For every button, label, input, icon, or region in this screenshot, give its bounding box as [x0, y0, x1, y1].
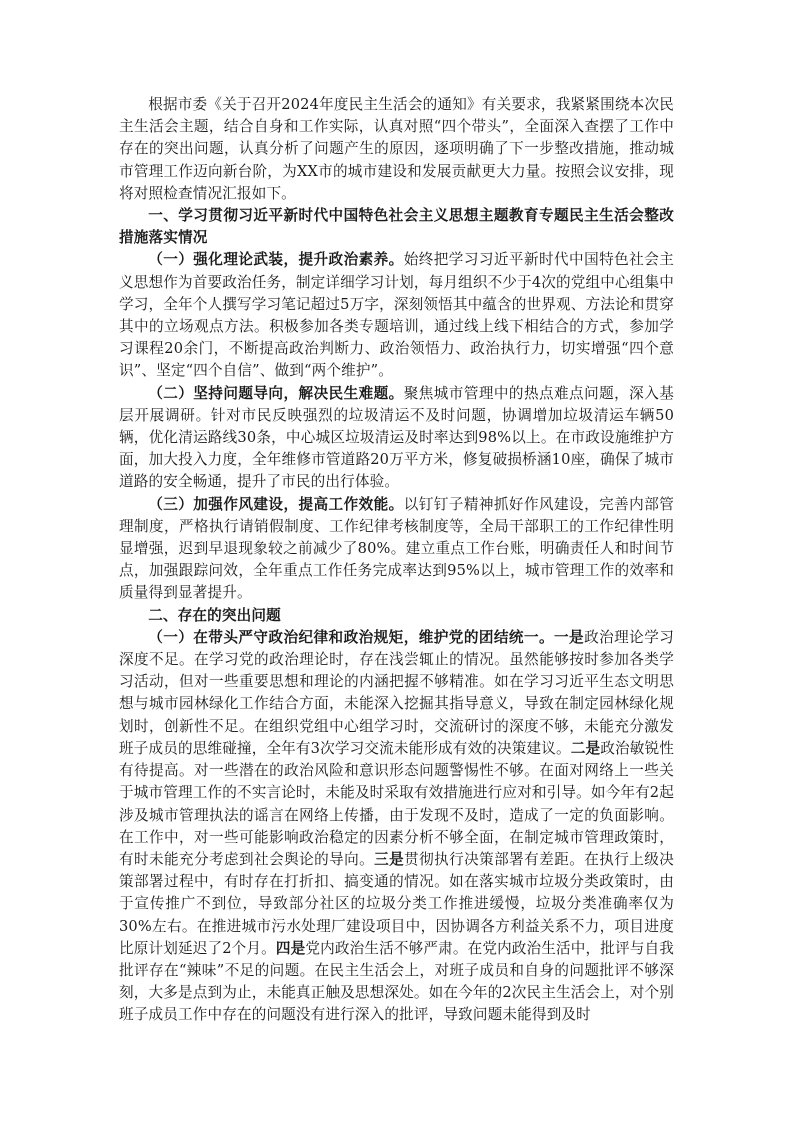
point-text: 贯彻执行决策部署有差距。在执行上级决策部署过程中，有时存在打折扣、搞变通的情况。如在落实城市垃圾分类政策时，由于宣传推广不到位，导致部分社区的垃圾分类工作推进缓慢，垃圾分类准确率仅为30%左右。在推进城市污水处理厂建设项目中，因协调各方利益关系不力，项目进度比原计划延迟了2个月。: [119, 850, 674, 957]
section-1-item-3: [119, 494, 674, 605]
point-label: 三是: [374, 850, 405, 868]
item-title: （二）坚持问题导向，解决民生难题。: [148, 384, 404, 402]
item-body: 聚焦城市管理中的热点难点问题，深入基层开展调研。针对市民反映强烈的垃圾清运不及时问题，协调增加垃圾清运车辆50辆，优化清运路线30条，中心城区垃圾清运及时率达到98%以上。在市政设施维护方面，加大投入力度，全年维修市管道路20万平方米，修复破损桥涵10座，确保了城市道路的安全畅通，提升了市民的出行体验。: [119, 384, 674, 491]
item-title: （一）在带头严守政治纪律和政治规矩，维护党的团结统一。: [148, 628, 555, 646]
item-body: 以钉钉子精神抓好作风建设，完善内部管理制度，严格执行请销假制度、工作纪律考核制度等，全局干部职工的工作纪律性明显增强，迟到早退现象较之前减少了80%。建立重点工作台账，明确责任人和时间节点，加强跟踪问效，全年重点工作任务完成率达到95%以上，城市管理工作的效率和质量得到显著提升。: [119, 495, 674, 602]
point-text: 政治敏锐性有待提高。对一些潜在的政治风险和意识形态问题警惕性不够。在面对网络上一些关于城市管理工作的不实言论时，未能及时采取有效措施进行应对和引导。如今年有2起涉及城市管理执法的谣言在网络上传播，由于发现不及时，造成了一定的负面影响。在工作中，对一些可能影响政治稳定的因素分析不够全面，在制定城市管理政策时，有时未能充分考虑到社会舆论的导向。: [119, 739, 674, 868]
point-text: 党内政治生活不够严肃。在党内政治生活中，批评与自我批评存在“辣味”不足的问题。在民主生活会上，对班子成员和自身的问题批评不够深刻，大多是点到为止，未能真正触及思想深处。如在今年的2次民主生活会上，对个别班子成员工作中存在的问题没有进行深入的批评，导致问题未能得到及时: [119, 939, 674, 1024]
section-1-heading: 一、学习贯彻习近平新时代中国特色社会主义思想主题教育专题民主生活会整改措施落实情况: [119, 207, 674, 247]
point-label: 二是: [570, 739, 601, 757]
item-body: 始终把学习习近平新时代中国特色社会主义思想作为首要政治任务，制定详细学习计划，每月组织不少于4次的党组中心组集中学习，全年个人撰写学习笔记超过5万字，深刻领悟其中蕴含的世界观、方法论和贯穿其中的立场观点方法。积极参加各类专题培训，通过线上线下相结合的方式，参加学习课程20余门，不断提高政治判断力、政治领悟力、政治执行力，切实增强“四个意识”、坚定“四个自信”、做到“两个维护”。: [119, 251, 674, 380]
item-title: （三）加强作风建设，提高工作效能。: [148, 495, 404, 513]
section-1-item-2: [119, 383, 674, 494]
point-label: 一是: [554, 628, 585, 646]
point-label: 四是: [275, 939, 306, 957]
intro-paragraph: 根据市委《关于召开2024年度民主生活会的通知》有关要求，我紧紧围绕本次民主生活会主题，结合自身和工作实际，认真对照“四个带头”，全面深入查摆了工作中存在的突出问题，认真分析了问题产生的原因，逐项明确了下一步整改措施，推动城市管理工作迈向新台阶，为XX市的城市建设和发展贡献更大力量。按照会议安排，现将对照检查情况汇报如下。: [119, 96, 674, 202]
point-text: 政治理论学习深度不足。在学习党的政治理论时，存在浅尝辄止的情况。虽然能够按时参加各类学习活动，但对一些重要思想和理论的内涵把握不够精准。如在学习习近平生态文明思想与城市园林绿化工作结合方面，未能深入挖掘其指导意义，导致在制定园林绿化规划时，创新性不足。在组织党组中心组学习时，交流研讨的深度不够，未能充分激发班子成员的思维碰撞，全年有3次学习交流未能形成有效的决策建议。: [119, 628, 674, 757]
section-2-item-1: [119, 627, 674, 1027]
section-1-item-1: [119, 249, 674, 382]
section-2-heading: 二、存在的突出问题: [148, 606, 281, 624]
item-title: （一）强化理论武装，提升政治素养。: [148, 251, 404, 269]
